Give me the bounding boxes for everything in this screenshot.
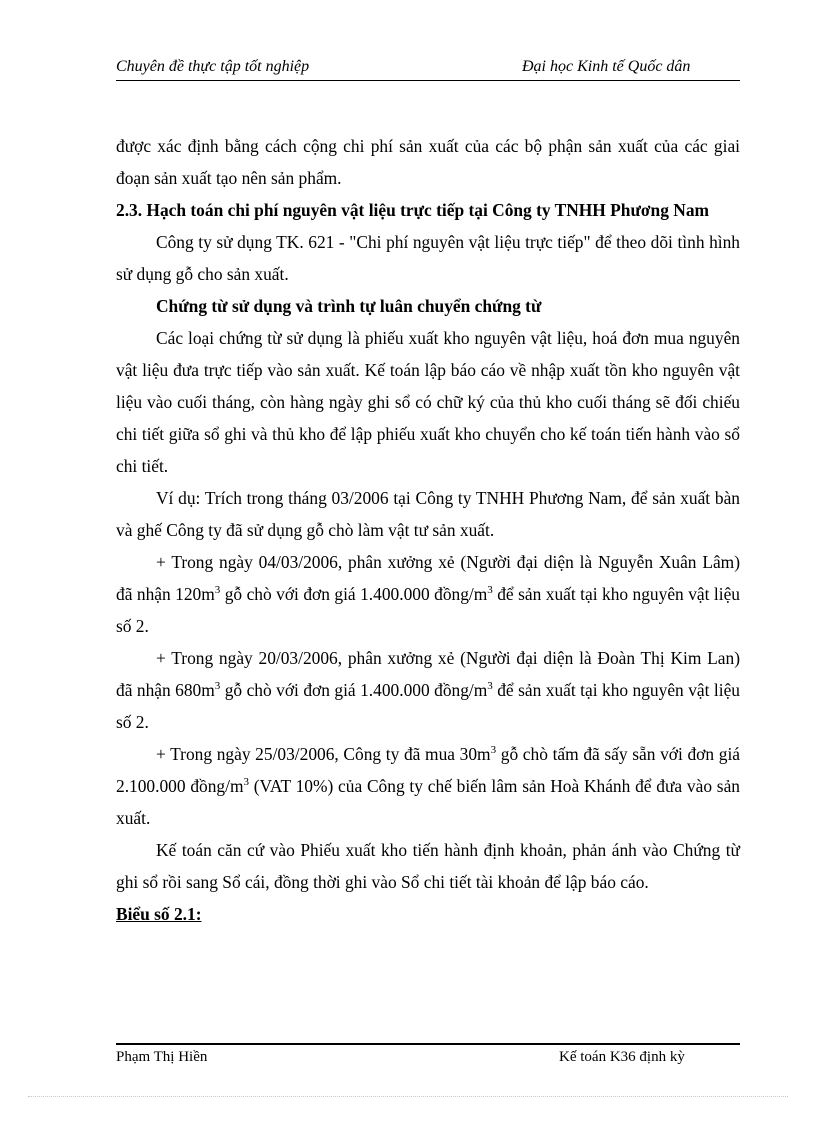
item-1-text-b: gỗ chò với đơn giá 1.400.000 đồng/m (220, 584, 488, 604)
item-3-text-b: gỗ chò tấm đã sấy sẵn với đơn giá 2.100.000 đồng/m (116, 744, 740, 796)
paragraph-accounting-process: Kế toán căn cứ vào Phiếu xuất kho tiến hành định khoản, phản ánh vào Chứng từ ghi sổ rồi sang Sổ cái, đồng thời ghi vào Sổ chi tiết tài khoản để lập báo cáo. (116, 840, 740, 892)
item-3-text-a: + Trong ngày 25/03/2006, Công ty đã mua 30m (156, 744, 491, 764)
item-1-text-a: + Trong ngày 04/03/2006, phân xưởng xẻ (Người đại diện là Nguyễn Xuân Lâm) đã nhận 120m (116, 552, 740, 604)
page-footer (116, 1049, 740, 1069)
paragraph-item-1 (116, 546, 740, 642)
page-edge-dotted-line (28, 1096, 788, 1097)
item-3-text-c: (VAT 10%) của Công ty chế biến lâm sản Hoà Khánh để đưa vào sản xuất. (116, 776, 740, 828)
superscript: 3 (487, 680, 493, 693)
item-2-text-c: để sản xuất tại kho nguyên vật liệu số 2. (116, 680, 740, 732)
superscript: 3 (490, 744, 497, 757)
header-left-title: Chuyên đề thực tập tốt nghiệp (116, 58, 310, 75)
superscript: 3 (243, 776, 249, 789)
document-body (116, 130, 740, 930)
item-2-text-b: gỗ chò với đơn giá 1.400.000 đồng/m (220, 680, 488, 700)
paragraph-item-2 (116, 642, 740, 738)
figure-label (116, 898, 740, 930)
footer-author: Phạm Thị Hiền (116, 1049, 208, 1065)
header-right-title: Đại học Kinh tế Quốc dân (522, 58, 691, 75)
page-header (116, 56, 740, 81)
paragraph-continuation: được xác định bằng cách cộng chi phí sản xuất của các bộ phận sản xuất của các giai đoạn sản xuất tạo nên sản phẩm. (116, 136, 740, 188)
superscript: 3 (214, 680, 221, 693)
paragraph-example: Ví dụ: Trích trong tháng 03/2006 tại Công ty TNHH Phương Nam, để sản xuất bàn và ghế Công ty đã sử dụng gỗ chò làm vật tư sản xuất. (116, 488, 740, 540)
item-1-text-c: để sản xuất tại kho nguyên vật liệu số 2. (116, 584, 740, 636)
superscript: 3 (214, 584, 221, 597)
paragraph-documents: Các loại chứng từ sử dụng là phiếu xuất kho nguyên vật liệu, hoá đơn mua nguyên vật liệu đưa trực tiếp vào sản xuất. Kế toán lập báo cáo về nhập xuất tồn kho nguyên vật liệu vào cuối tháng, còn hàng ngày ghi sổ có chữ ký của thủ kho cuối tháng sẽ đối chiếu chi tiết giữa sổ ghi và thủ kho để lập phiếu xuất kho chuyển cho kế toán tiến hành vào sổ chi tiết. (116, 328, 740, 476)
figure-label-text: Biểu số 2.1: (116, 904, 202, 924)
paragraph-item-3 (116, 738, 740, 834)
footer-divider (116, 1043, 740, 1045)
superscript: 3 (487, 584, 493, 597)
subsection-heading: Chứng từ sử dụng và trình tự luân chuyển chứng từ (156, 296, 542, 316)
section-heading: 2.3. Hạch toán chi phí nguyên vật liệu trực tiếp tại Công ty TNHH Phương Nam (116, 200, 709, 220)
paragraph-account-usage: Công ty sử dụng TK. 621 - "Chi phí nguyên vật liệu trực tiếp" để theo dõi tình hình sử dụng gỗ cho sản xuất. (116, 232, 740, 284)
item-2-text-a: + Trong ngày 20/03/2006, phân xưởng xẻ (Người đại diện là Đoàn Thị Kim Lan) đã nhận 680m (116, 648, 740, 700)
footer-class: Kế toán K36 định kỳ (559, 1049, 685, 1065)
